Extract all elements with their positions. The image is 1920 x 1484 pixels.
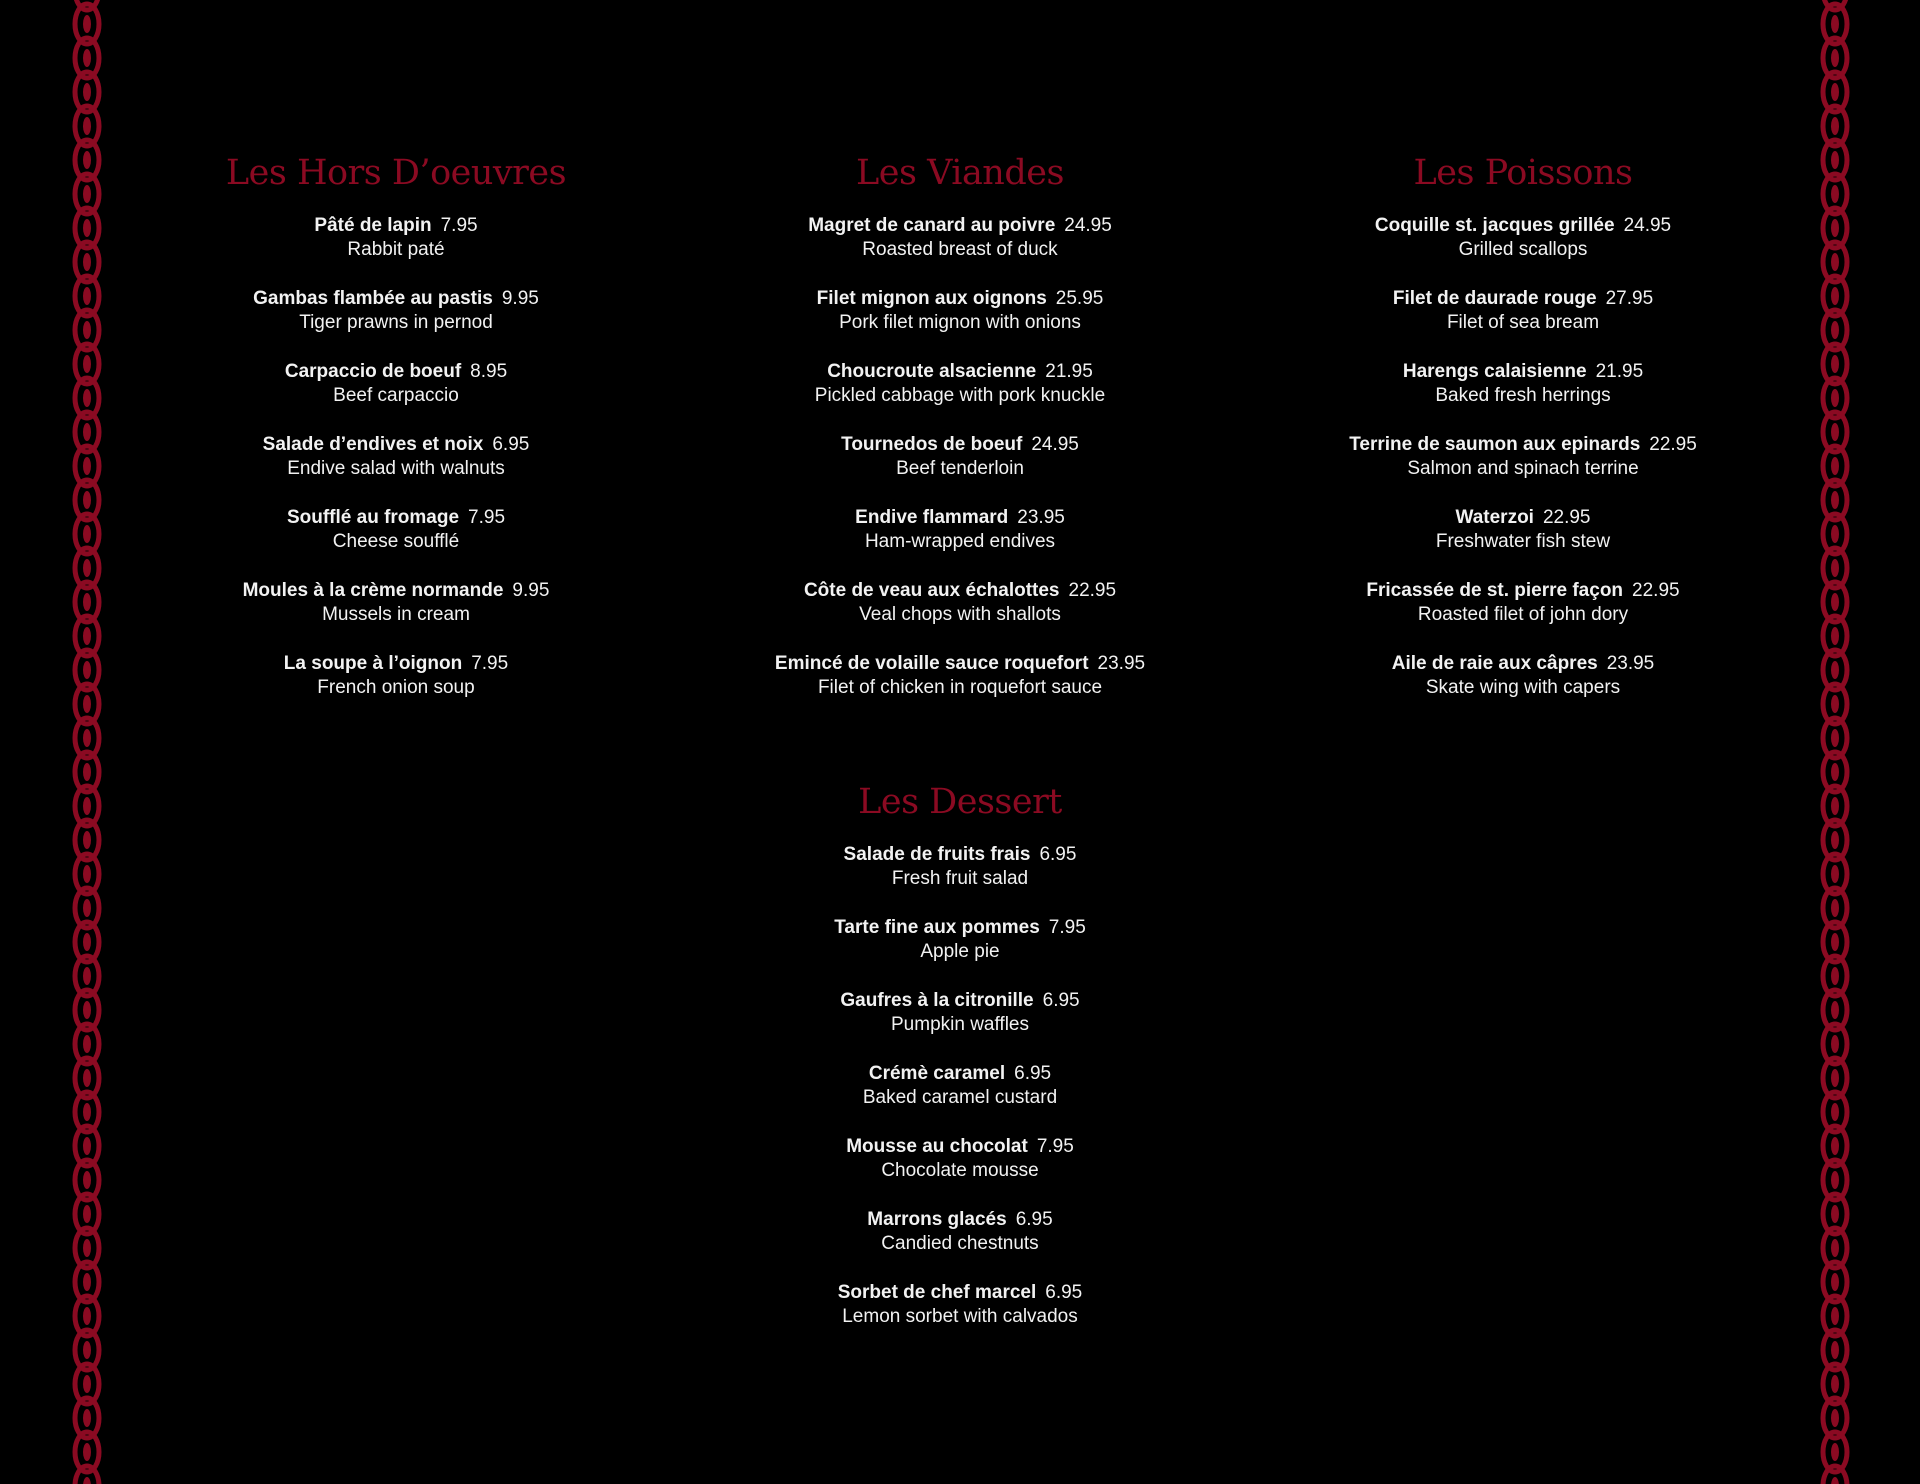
dish-description: Fresh fruit salad	[891, 868, 1029, 889]
dish-price: 7.95	[440, 215, 478, 236]
chain-link-inner	[83, 491, 91, 509]
section-poissons	[1263, 150, 1783, 725]
dish-price: 7.95	[1048, 917, 1086, 938]
dish-description: Beef carpaccio	[333, 385, 459, 406]
chain-link-inner	[83, 1205, 91, 1223]
dish-name: Mousse au chocolat	[846, 1136, 1028, 1157]
dish-price: 23.95	[1606, 653, 1655, 674]
dish-price: 7.95	[471, 653, 509, 674]
dish-name: Salade de fruits frais	[843, 844, 1031, 865]
menu-item	[136, 652, 656, 700]
dish-price: 6.95	[1042, 990, 1080, 1011]
chain-link-inner	[1831, 389, 1839, 407]
dish-name: La soupe à l’oignon	[283, 653, 463, 674]
chain-link-inner	[1831, 899, 1839, 917]
menu-item-line	[1263, 287, 1783, 311]
dish-price: 6.95	[492, 434, 530, 455]
menu-item-line	[700, 1208, 1220, 1232]
dish-name: Aile de raie aux câpres	[1391, 653, 1598, 674]
dish-description: Veal chops with shallots	[859, 604, 1061, 625]
chain-link-inner	[83, 49, 91, 67]
dish-name: Magret de canard au poivre	[808, 215, 1056, 236]
chain-link-inner	[83, 117, 91, 135]
menu-item	[136, 214, 656, 262]
dish-price: 27.95	[1605, 288, 1654, 309]
menu-item-line	[700, 989, 1220, 1013]
menu-item	[700, 989, 1220, 1037]
dish-name: Terrine de saumon aux epinards	[1349, 434, 1641, 455]
dish-name: Côte de veau aux échalottes	[803, 580, 1060, 601]
dish-description: Freshwater fish stew	[1435, 531, 1611, 552]
menu-item-line	[1263, 506, 1783, 530]
dish-name: Choucroute alsacienne	[827, 361, 1037, 382]
section-title: Les Dessert	[858, 782, 1062, 822]
dish-name: Crémè caramel	[868, 1063, 1006, 1084]
decorative-chain-border-left	[70, 0, 104, 1484]
dish-price: 9.95	[501, 288, 539, 309]
dish-name: Salade d’endives et noix	[262, 434, 484, 455]
menu-item-line	[136, 360, 656, 384]
dish-price: 6.95	[1039, 844, 1077, 865]
menu-items-list	[700, 843, 1220, 1329]
chain-link-inner	[1831, 1069, 1839, 1087]
menu-item-line	[700, 214, 1220, 238]
chain-link-inner	[83, 321, 91, 339]
menu-item	[1263, 579, 1783, 627]
chain-link-inner	[83, 1001, 91, 1019]
menu-item-line	[136, 214, 656, 238]
chain-link-inner	[1831, 219, 1839, 237]
chain-link-inner	[83, 83, 91, 101]
chain-link-inner	[83, 865, 91, 883]
chain-link-inner	[1831, 287, 1839, 305]
menu-item-line	[700, 843, 1220, 867]
chain-link-inner	[83, 423, 91, 441]
menu-item-line	[136, 287, 656, 311]
menu-item-line	[1263, 360, 1783, 384]
dish-description: Ham-wrapped endives	[864, 531, 1056, 552]
menu-item-line	[1263, 579, 1783, 603]
section-dessert	[700, 779, 1220, 1354]
chain-link-inner	[1831, 253, 1839, 271]
section-title: Les Hors D’oeuvres	[225, 153, 567, 193]
chain-link-inner	[83, 1307, 91, 1325]
chain-link-inner	[1831, 355, 1839, 373]
chain-link-inner	[83, 355, 91, 373]
menu-item-line	[700, 1135, 1220, 1159]
dish-price: 7.95	[1036, 1136, 1074, 1157]
dish-description: Apple pie	[920, 941, 1000, 962]
chain-link-inner	[1831, 1409, 1839, 1427]
menu-item	[136, 433, 656, 481]
dish-description: Roasted breast of duck	[862, 239, 1058, 260]
chain-link-inner	[83, 1477, 91, 1484]
chain-link-inner	[83, 219, 91, 237]
menu-item	[136, 506, 656, 554]
chain-link-inner	[1831, 321, 1839, 339]
chain-link-inner	[1831, 1035, 1839, 1053]
menu-item-line	[1263, 652, 1783, 676]
dish-price: 21.95	[1595, 361, 1644, 382]
chain-link-inner	[83, 593, 91, 611]
menu-item-line	[1263, 214, 1783, 238]
menu-item-line	[700, 1062, 1220, 1086]
dish-price: 6.95	[1014, 1063, 1052, 1084]
chain-link-inner	[1831, 15, 1839, 33]
dish-name: Waterzoi	[1455, 507, 1534, 528]
dish-price: 24.95	[1031, 434, 1079, 455]
menu-items-list	[1263, 214, 1783, 700]
menu-item	[1263, 360, 1783, 408]
chain-link-inner	[1831, 49, 1839, 67]
dish-description: Beef tenderloin	[896, 458, 1024, 479]
chain-link-inner	[83, 457, 91, 475]
chain-link-inner	[1831, 967, 1839, 985]
chain-link-inner	[83, 1239, 91, 1257]
dish-name: Pâté de lapin	[314, 215, 432, 236]
chain-link-inner	[1831, 1001, 1839, 1019]
chain-link-inner	[1831, 1443, 1839, 1461]
chain-link-inner	[1831, 423, 1839, 441]
menu-item	[136, 287, 656, 335]
chain-link-inner	[1831, 1239, 1839, 1257]
menu-item	[1263, 433, 1783, 481]
chain-link-inner	[1831, 559, 1839, 577]
dish-description: French onion soup	[317, 677, 475, 698]
chain-link-inner	[1831, 1477, 1839, 1484]
chain-link-inner	[1831, 593, 1839, 611]
dish-price: 23.95	[1097, 653, 1146, 674]
chain-link-inner	[83, 559, 91, 577]
chain-link-inner	[1831, 185, 1839, 203]
dish-description: Pork filet mignon with onions	[839, 312, 1081, 333]
chain-link-inner	[1831, 763, 1839, 781]
dish-description: Filet of chicken in roquefort sauce	[817, 677, 1103, 698]
chain-link-inner	[83, 831, 91, 849]
chain-link-inner	[83, 1171, 91, 1189]
dish-price: 6.95	[1045, 1282, 1083, 1303]
chain-link-inner	[83, 1137, 91, 1155]
chain-link-inner	[83, 1409, 91, 1427]
menu-item-line	[700, 916, 1220, 940]
menu-item	[700, 506, 1220, 554]
dish-price: 22.95	[1649, 434, 1697, 455]
chain-link-inner	[83, 899, 91, 917]
menu-item-line	[136, 506, 656, 530]
dish-price: 24.95	[1623, 215, 1672, 236]
dish-description: Pickled cabbage with pork knuckle	[814, 385, 1106, 406]
chain-link-inner	[83, 763, 91, 781]
menu-item	[136, 360, 656, 408]
chain-link-inner	[1831, 933, 1839, 951]
chain-link-inner	[83, 661, 91, 679]
dish-name: Fricassée de st. pierre façon	[1366, 580, 1624, 601]
chain-link-inner	[1831, 1307, 1839, 1325]
decorative-chain-border-right	[1818, 0, 1852, 1484]
dish-price: 7.95	[468, 507, 506, 528]
dish-name: Moules à la crème normande	[242, 580, 504, 601]
dish-description: Grilled scallops	[1458, 239, 1588, 260]
dish-name: Sorbet de chef marcel	[837, 1282, 1037, 1303]
dish-name: Gambas flambée au pastis	[253, 288, 493, 309]
dish-name: Filet de daurade rouge	[1392, 288, 1597, 309]
dish-description: Salmon and spinach terrine	[1407, 458, 1639, 479]
menu-item-line	[700, 579, 1220, 603]
chain-link-inner	[1831, 661, 1839, 679]
menu-item	[136, 579, 656, 627]
menu-item	[700, 214, 1220, 262]
dish-name: Carpaccio de boeuf	[284, 361, 462, 382]
chain-link-inner	[1831, 1103, 1839, 1121]
menu-item	[700, 652, 1220, 700]
dish-description: Skate wing with capers	[1425, 677, 1621, 698]
menu-item-line	[700, 360, 1220, 384]
dish-name: Endive flammard	[855, 507, 1009, 528]
chain-link-inner	[1831, 1205, 1839, 1223]
dish-name: Coquille st. jacques grillée	[1374, 215, 1615, 236]
chain-link-inner	[83, 1069, 91, 1087]
chain-link-inner	[1831, 831, 1839, 849]
dish-name: Marrons glacés	[867, 1209, 1007, 1230]
menu-item-line	[700, 287, 1220, 311]
dish-name: Tournedos de boeuf	[841, 434, 1023, 455]
dish-price: 22.95	[1068, 580, 1117, 601]
dish-description: Rabbit paté	[347, 239, 445, 260]
dish-name: Tarte fine aux pommes	[834, 917, 1040, 938]
chain-link-inner	[1831, 1375, 1839, 1393]
menu-item	[700, 360, 1220, 408]
menu-item	[700, 1135, 1220, 1183]
chain-link-inner	[1831, 1341, 1839, 1359]
menu-item-line	[136, 579, 656, 603]
dish-price: 24.95	[1064, 215, 1112, 236]
dish-price: 9.95	[512, 580, 550, 601]
dish-description: Chocolate mousse	[881, 1160, 1039, 1181]
chain-link-inner	[1831, 151, 1839, 169]
chain-link-inner	[83, 1035, 91, 1053]
chain-link-inner	[1831, 865, 1839, 883]
menu-item-line	[700, 652, 1220, 676]
chain-link-inner	[1831, 1137, 1839, 1155]
dish-price: 22.95	[1632, 580, 1680, 601]
chain-link-inner	[83, 1341, 91, 1359]
dish-price: 23.95	[1017, 507, 1065, 528]
menu-item	[700, 433, 1220, 481]
dish-price: 8.95	[470, 361, 508, 382]
chain-link-inner	[1831, 1171, 1839, 1189]
menu-items-list	[700, 214, 1220, 700]
dish-description: Tiger prawns in pernod	[299, 312, 493, 333]
section-title: Les Poissons	[1413, 153, 1633, 193]
chain-link-inner	[83, 1375, 91, 1393]
chain-link-inner	[83, 525, 91, 543]
menu-item-line	[136, 652, 656, 676]
menu-item	[700, 916, 1220, 964]
menu-item-line	[1263, 433, 1783, 457]
dish-price: 25.95	[1055, 288, 1104, 309]
chain-link-inner	[83, 1443, 91, 1461]
dish-description: Mussels in cream	[322, 604, 470, 625]
chain-link-inner	[1831, 1273, 1839, 1291]
chain-link-inner	[83, 151, 91, 169]
menu-item	[700, 1281, 1220, 1329]
menu-item	[1263, 506, 1783, 554]
chain-link-inner	[83, 185, 91, 203]
dish-description: Pumpkin waffles	[891, 1014, 1029, 1035]
dish-description: Candied chestnuts	[881, 1233, 1039, 1254]
dish-description: Lemon sorbet with calvados	[842, 1306, 1078, 1327]
menu-item	[1263, 214, 1783, 262]
dish-description: Cheese soufflé	[332, 531, 460, 552]
chain-link-inner	[1831, 457, 1839, 475]
dish-name: Emincé de volaille sauce roquefort	[774, 653, 1089, 674]
dish-description: Baked fresh herrings	[1435, 385, 1611, 406]
chain-link-inner	[83, 287, 91, 305]
chain-link-inner	[83, 933, 91, 951]
menu-item	[1263, 652, 1783, 700]
chain-link-inner	[1831, 83, 1839, 101]
menu-item	[700, 287, 1220, 335]
dish-description: Endive salad with walnuts	[287, 458, 505, 479]
menu-item-line	[700, 506, 1220, 530]
chain-link-inner	[83, 1103, 91, 1121]
menu-item	[700, 579, 1220, 627]
menu-items-list	[136, 214, 656, 700]
chain-link-inner	[83, 627, 91, 645]
menu-item	[700, 1208, 1220, 1256]
chain-link-inner	[83, 389, 91, 407]
menu-item-line	[136, 433, 656, 457]
menu-item-line	[700, 1281, 1220, 1305]
chain-link-inner	[1831, 491, 1839, 509]
dish-price: 6.95	[1015, 1209, 1053, 1230]
chain-link-inner	[83, 1273, 91, 1291]
chain-link-inner	[1831, 695, 1839, 713]
chain-link-inner	[83, 253, 91, 271]
dish-description: Filet of sea bream	[1446, 312, 1600, 333]
dish-name: Gaufres à la citronille	[840, 990, 1034, 1011]
dish-description: Baked caramel custard	[862, 1087, 1058, 1108]
menu-item	[1263, 287, 1783, 335]
chain-link-inner	[83, 967, 91, 985]
chain-link-inner	[83, 729, 91, 747]
menu-item	[700, 843, 1220, 891]
chain-link-inner	[1831, 117, 1839, 135]
dish-name: Filet mignon aux oignons	[816, 288, 1047, 309]
section-hors-doeuvres	[136, 150, 656, 725]
section-viandes	[700, 150, 1220, 725]
dish-name: Soufflé au fromage	[286, 507, 460, 528]
chain-link-inner	[1831, 525, 1839, 543]
chain-link-inner	[1831, 797, 1839, 815]
chain-link-inner	[1831, 627, 1839, 645]
menu-item-line	[700, 433, 1220, 457]
section-title: Les Viandes	[856, 153, 1064, 193]
dish-description: Roasted filet of john dory	[1417, 604, 1629, 625]
chain-link-inner	[83, 15, 91, 33]
chain-link-inner	[1831, 729, 1839, 747]
dish-price: 21.95	[1045, 361, 1093, 382]
dish-name: Harengs calaisienne	[1402, 361, 1587, 382]
chain-link-inner	[83, 797, 91, 815]
chain-link-inner	[83, 695, 91, 713]
menu-item	[700, 1062, 1220, 1110]
dish-price: 22.95	[1542, 507, 1591, 528]
